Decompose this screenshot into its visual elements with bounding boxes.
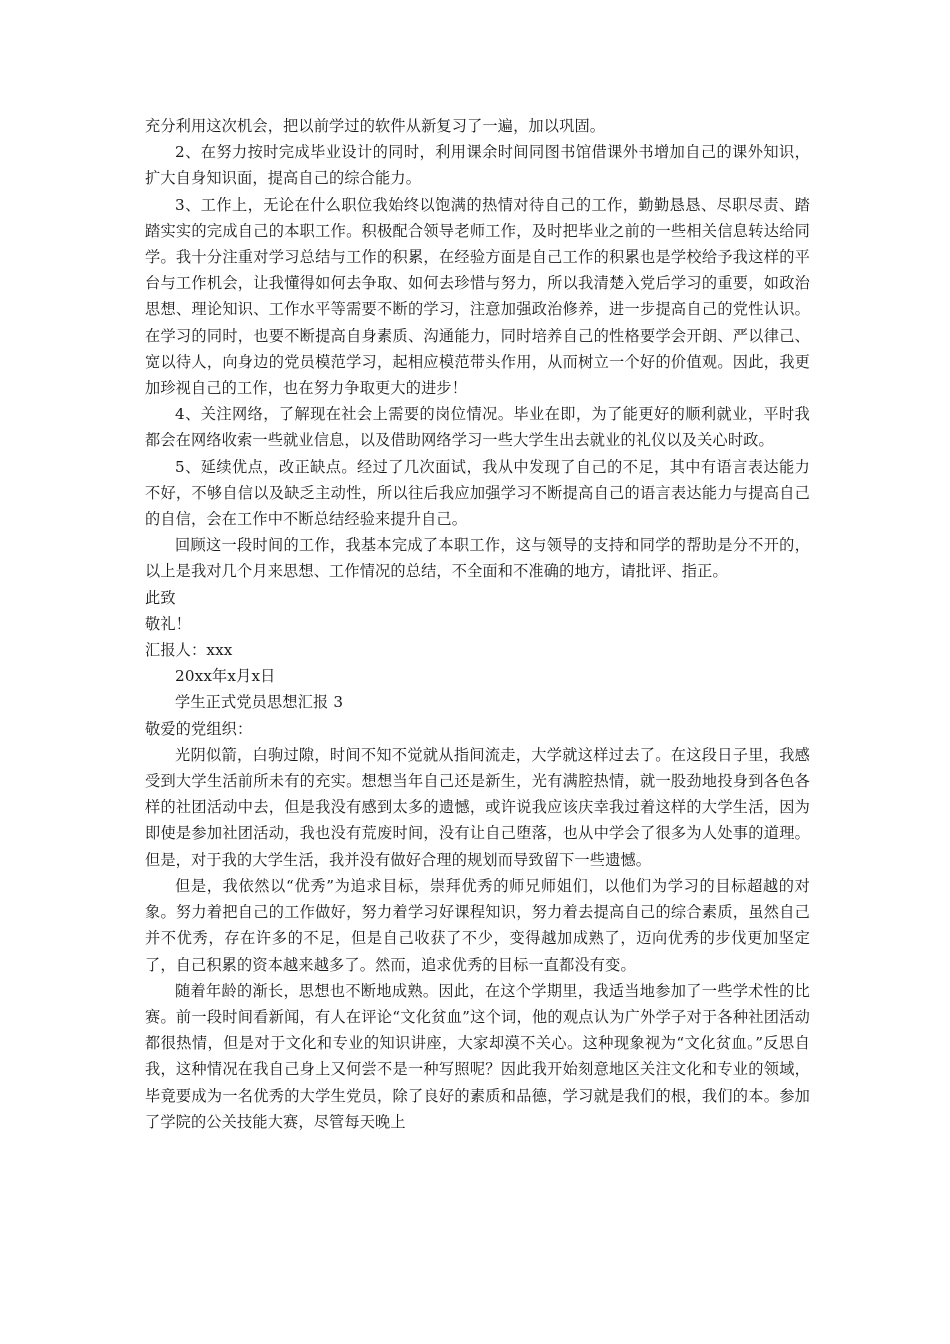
paragraph-14: 随着年龄的渐长，思想也不断地成熟。因此，在这个学期里，我适当地参加了一些学术性的比赛。前一段时间看新闻，有人在评论“文化贫血”这个词，他的观点认为广外学子对于各种社团活动都很热情，但是对于文化和专业的知识讲座，大家却漠不关心。这种现象视为“文化贫血。”反思自我，这种情况在我自己身上又何尝不是一种写照呢？因此我开始刻意地区关注文化和专业的领域，毕竟要成为一名优秀的大学生党员，除了良好的素质和品德，学习就是我们的根，我们的本。参加了学院的公关技能大赛，尽管每天晚上 bbox=[145, 981, 810, 1131]
paragraph-2: 3、工作上，无论在什么职位我始终以饱满的热情对待自己的工作，勤勤恳恳、尽职尽责、踏踏实实的完成自己的本职工作。积极配合领导老师工作，及时把毕业之前的一些相关信息转达给同学。我十分注重对学习总结与工作的积累，在经验方面是自己工作的积累也是学校给予我这样的平台与工作机会，让我懂得如何去争取、如何去珍惜与努力，所以我清楚入党后学习的重要，如政治思想、理论知识、工作水平等需要不断的学习，注意加强政治修养，进一步提高自己的党性认识。在学习的同时，也要不断提高自身素质、沟通能力，同时培养自己的性格要学会开朗、严以律己、宽以待人，向身边的党员模范学习，起相应模范带头作用，从而树立一个好的价值观。因此，我更加珍视自己的工作，也在努力争取更大的进步！ bbox=[145, 195, 810, 398]
closing-respect: 敬礼！ bbox=[145, 614, 192, 633]
section-title: 学生正式党员思想汇报 3 bbox=[175, 693, 344, 712]
paragraph-1: 2、在努力按时完成毕业设计的同时，利用课余时间同图书馆借课外书增加自己的课外知识，扩大自身知识面，提高自己的综合能力。 bbox=[145, 143, 810, 188]
paragraph-3: 4、关注网络，了解现在社会上需要的岗位情况。毕业在即，为了能更好的顺利就业，平时我都会在网络收索一些就业信息，以及借助网络学习一些大学生出去就业的礼仪以及关心时政。 bbox=[145, 405, 810, 450]
paragraph-12: 光阴似箭，白驹过隙，时间不知不觉就从指间流走，大学就这样过去了。在这段日子里，我感受到大学生活前所未有的充实。想想当年自己还是新生，光有满腔热情，就一股劲地投身到各色各样的社团活动中去，但是我没有感到太多的遗憾，或许说我应该庆幸我过着这样的大学生活，因为即使是参加社团活动，我也没有荒废时间，没有让自己堕落，也从中学会了很多为人处事的道理。但是，对于我的大学生活，我并没有做好合理的规划而导致留下一些遗憾。 bbox=[145, 745, 810, 869]
paragraph-0: 充分利用这次机会，把以前学过的软件从新复习了一遍，加以巩固。 bbox=[145, 117, 606, 135]
paragraph-13: 但是，我依然以“优秀”为追求目标，崇拜优秀的师兄师姐们，以他们为学习的目标超越的对象。努力着把自己的工作做好，努力着学习好课程知识，努力着去提高自己的综合素质，虽然自己并不优秀，存在许多的不足，但是自己收获了不少，变得越加成熟了，迈向优秀的步伐更加坚定了，自己积累的资本越来越多了。然而，追求优秀的目标一直都没有变。 bbox=[145, 876, 810, 974]
paragraph-4: 5、延续优点，改正缺点。经过了几次面试，我从中发现了自己的不足，其中有语言表达能力不好，不够自信以及缺乏主动性，所以往后我应加强学习不断提高自己的语言表达能力与提高自己的自信，会在工作中不断总结经验来提升自己。 bbox=[145, 457, 810, 529]
report-date: 20xx年x月x日 bbox=[175, 667, 276, 686]
reporter-name: 汇报人：xxx bbox=[145, 641, 233, 660]
document-page bbox=[145, 113, 810, 1135]
greeting: 敬爱的党组织： bbox=[145, 719, 253, 738]
paragraph-5: 回顾这一段时间的工作，我基本完成了本职工作，这与领导的支持和同学的帮助是分不开的，以上是我对几个月来思想、工作情况的总结，不全面和不准确的地方，请批评、指正。 bbox=[145, 536, 810, 581]
closing-salutation: 此致 bbox=[145, 588, 176, 607]
